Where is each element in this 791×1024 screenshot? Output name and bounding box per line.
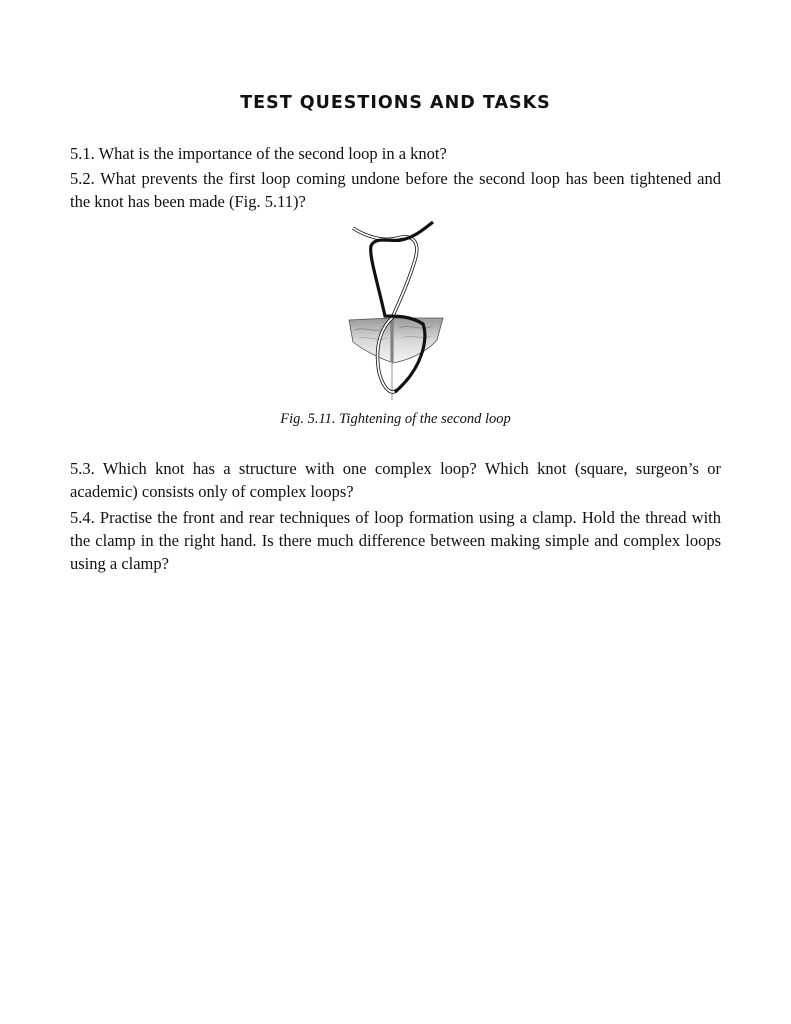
question-5-1: 5.1. What is the importance of the second loop in a knot?	[70, 144, 447, 163]
knot-figure	[335, 220, 445, 405]
tissue-right	[393, 318, 443, 363]
page-title: TEST QUESTIONS AND TASKS	[240, 93, 551, 113]
figure-caption: Fig. 5.11. Tightening of the second loop	[280, 411, 511, 427]
knot-illustration	[335, 220, 445, 405]
question-5-3: 5.3. Which knot has a structure with one complex loop? Which knot (square, surgeon’s or academic) consists only of complex loops?	[70, 459, 721, 501]
thread-dark	[371, 222, 433, 392]
question-5-4: 5.4. Practise the front and rear techniques of loop formation using a clamp. Hold the thread with the clamp in the right hand. Is there much difference between making simple and complex loops using a clamp?	[70, 508, 721, 573]
question-5-2: 5.2. What prevents the first loop coming undone before the second loop has been tightened and the knot has been made (Fig. 5.11)?	[70, 169, 721, 211]
